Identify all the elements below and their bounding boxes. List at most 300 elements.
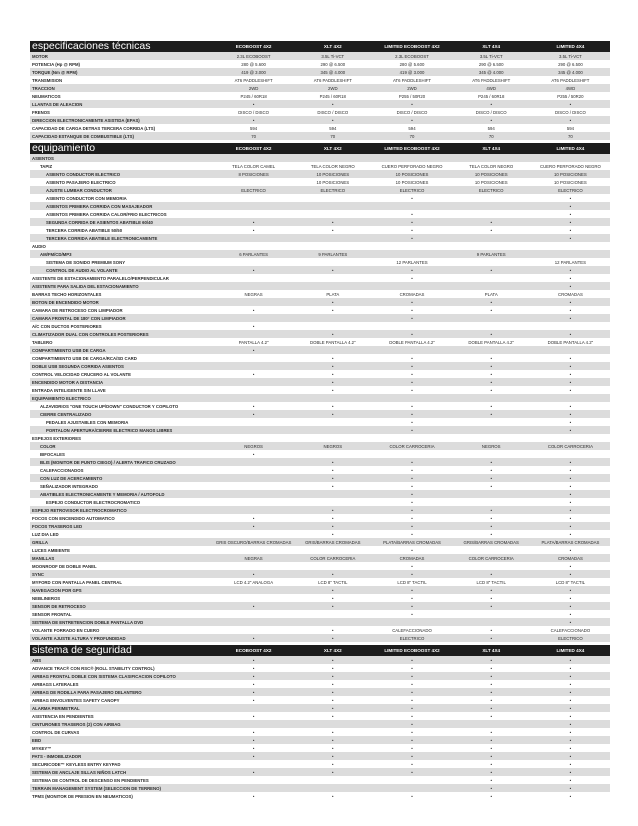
- spec-value: 10 POSICIONES: [474, 179, 508, 185]
- spec-label: CAMARA FRONTAL DE 180° CON LIMPIADOR: [32, 315, 126, 321]
- spec-value: 10 POSICIONES: [395, 179, 429, 185]
- spec-value: 594: [329, 125, 337, 131]
- spec-label: LUCES AMBIENTE: [32, 547, 71, 553]
- spec-value: 2WD: [248, 85, 259, 91]
- spec-value: PLATA: [484, 291, 498, 297]
- spec-row: [30, 768, 610, 776]
- spec-value: •: [569, 689, 572, 695]
- spec-value: •: [332, 475, 334, 481]
- spec-value: •: [569, 331, 572, 337]
- spec-value: CROMADAS: [399, 291, 425, 297]
- spec-value: •: [490, 379, 492, 385]
- column-header: XLT 4X4: [482, 146, 501, 151]
- spec-row: [30, 218, 610, 226]
- spec-value: P255 / 50R20: [398, 93, 426, 99]
- spec-value: •: [411, 491, 413, 497]
- spec-value: •: [411, 737, 413, 743]
- spec-row: [30, 162, 610, 170]
- spec-value: •: [332, 587, 334, 593]
- spec-value: •: [490, 307, 492, 313]
- spec-value: DISCO / DISCO: [396, 109, 428, 115]
- spec-value: 8 POSICIONES: [238, 171, 269, 177]
- spec-value: •: [332, 379, 334, 385]
- spec-row: [30, 354, 610, 362]
- spec-label: COMPARTIMIENTO USB DE CARGA: [32, 347, 106, 353]
- spec-value: •: [569, 753, 572, 759]
- column-header: XLT 4X2: [323, 44, 342, 49]
- spec-value: •: [569, 387, 572, 393]
- spec-value: •: [490, 515, 492, 521]
- spec-row: [30, 506, 610, 514]
- spec-value: •: [411, 299, 413, 305]
- spec-label: SISTEMA DE ENTRETENCION DOBLE PANTALLA DVD: [32, 619, 144, 625]
- spec-value: 280 @ 5.600: [241, 61, 266, 67]
- spec-value: •: [569, 235, 572, 241]
- spec-label: TRACCION: [32, 85, 55, 91]
- spec-value: ELECTRICO: [320, 187, 346, 193]
- spec-label: FOCOS TRASEROS LED: [32, 523, 83, 529]
- spec-row: [30, 60, 610, 68]
- spec-value: ELECTRICO: [558, 187, 583, 193]
- spec-value: •: [252, 737, 255, 743]
- spec-value: •: [411, 603, 413, 609]
- spec-value: •: [411, 793, 413, 799]
- spec-row: [30, 602, 610, 610]
- spec-value: •: [332, 571, 334, 577]
- spec-label: COMPARTIMIENTO USB DE CARGA/RCA/SD CARD: [32, 355, 137, 361]
- spec-value: •: [569, 619, 572, 625]
- spec-value: •: [411, 595, 413, 601]
- spec-value: •: [569, 793, 572, 799]
- spec-value: PLATA/BARRAS CROMADAS: [383, 539, 441, 545]
- spec-value: •: [252, 347, 255, 353]
- spec-value: 10 POSICIONES: [554, 179, 587, 185]
- column-header: XLT 4X4: [482, 648, 501, 653]
- spec-value: •: [332, 665, 334, 671]
- spec-value: •: [252, 673, 255, 679]
- spec-row: [30, 124, 610, 132]
- spec-value: NEGROS: [481, 443, 501, 449]
- spec-row: [30, 776, 610, 784]
- spec-value: •: [411, 697, 413, 703]
- spec-row: [30, 554, 610, 562]
- spec-value: 345 @ 4.000: [558, 69, 583, 75]
- spec-label: ABATIBLES ELECTRONICAMENTE Y MEMORIA / AUTOFOLD: [40, 491, 165, 497]
- spec-value: •: [569, 761, 572, 767]
- spec-row: [30, 578, 610, 586]
- spec-label: AIRBAG FRONTAL DOBLE CON SISTEMA CLASIFICACION COPILOTO: [32, 673, 176, 679]
- spec-value: •: [490, 371, 492, 377]
- spec-value: AT6 PADDLESHIFT: [551, 77, 590, 83]
- spec-value: •: [569, 211, 572, 217]
- spec-value: •: [490, 483, 492, 489]
- spec-label: POTENCIA (Hp @ RPM): [32, 61, 80, 67]
- spec-row: [30, 442, 610, 450]
- spec-row: [30, 274, 610, 282]
- spec-value: CROMADAS: [399, 555, 425, 561]
- spec-value: •: [332, 219, 334, 225]
- spec-label: DOBLE USB SEGUNDA CORRIDA ASIENTOS: [32, 363, 124, 369]
- spec-row: [30, 586, 610, 594]
- spec-value: NEGROS: [323, 443, 343, 449]
- spec-value: •: [411, 211, 413, 217]
- spec-row: [30, 250, 610, 258]
- spec-value: •: [332, 761, 334, 767]
- spec-value: •: [411, 665, 413, 671]
- spec-value: •: [252, 411, 255, 417]
- spec-value: •: [332, 331, 334, 337]
- spec-row: [30, 618, 610, 626]
- spec-value: •: [332, 603, 334, 609]
- spec-label: CAPACIDAD ESTANQUE DE COMBUSTIBLE (LTS): [32, 133, 134, 139]
- spec-value: •: [332, 227, 334, 233]
- spec-value: 290 @ 6.500: [320, 61, 346, 67]
- spec-row: [30, 402, 610, 410]
- spec-label: ESPEJO RETROVISOR ELECTROCROMATICO: [32, 507, 127, 513]
- spec-label: BARRAS TECHO HORIZONTALES: [32, 291, 102, 297]
- spec-row: [30, 546, 610, 554]
- spec-label: SISTEMA DE CONTROL DE DESCENSO EN PENDIENTES: [32, 777, 149, 783]
- spec-value: •: [332, 793, 334, 799]
- spec-value: •: [569, 745, 572, 751]
- spec-value: DISCO / DISCO: [317, 109, 349, 115]
- spec-label: CONTROL DE AUDIO AL VOLANTE: [46, 267, 118, 273]
- spec-value: •: [569, 459, 572, 465]
- spec-value: •: [569, 595, 572, 601]
- spec-value: •: [569, 729, 572, 735]
- spec-label: CIERRE CENTRALIZADO: [40, 411, 92, 417]
- spec-value: PANTALLA 4.2": [238, 339, 269, 345]
- spec-value: DOBLE PANTALLA 4.2": [468, 339, 514, 345]
- spec-value: 70: [251, 133, 256, 139]
- spec-value: •: [569, 307, 572, 313]
- spec-label: ALARMA PERIMETRAL: [32, 705, 80, 711]
- spec-value: •: [569, 499, 572, 505]
- spec-value: •: [411, 379, 413, 385]
- spec-value: LCD 8" TACTIL: [318, 579, 348, 585]
- spec-value: •: [490, 387, 492, 393]
- spec-value: •: [411, 459, 413, 465]
- spec-value: •: [490, 467, 492, 473]
- spec-value: •: [332, 697, 334, 703]
- column-header: LIMITED 4X4: [556, 44, 585, 49]
- spec-value: •: [490, 571, 492, 577]
- spec-row: [30, 792, 610, 800]
- spec-value: •: [411, 673, 413, 679]
- spec-value: •: [569, 363, 572, 369]
- spec-value: •: [569, 547, 572, 553]
- spec-value: •: [411, 117, 413, 123]
- spec-label: AIRBAG ENVOLVENTES SAFETY CANOPY: [32, 697, 120, 703]
- spec-value: •: [490, 531, 492, 537]
- spec-label: MANILLAS: [32, 555, 55, 561]
- spec-row: [30, 202, 610, 210]
- spec-value: •: [411, 531, 413, 537]
- spec-value: •: [569, 713, 572, 719]
- spec-value: •: [332, 387, 334, 393]
- spec-value: •: [569, 419, 572, 425]
- spec-value: •: [490, 689, 492, 695]
- spec-row: [30, 322, 610, 330]
- spec-label: ADVANCE TRAC® CON RSC® (ROLL STABILITY CONTROL): [32, 665, 155, 671]
- spec-row: [30, 84, 610, 92]
- spec-value: COLOR CARROCERIA: [389, 443, 435, 449]
- spec-value: •: [490, 665, 492, 671]
- spec-value: •: [411, 499, 413, 505]
- spec-value: •: [332, 705, 334, 711]
- column-header: LIMITED ECOBOOST 4X2: [384, 146, 440, 151]
- spec-value: •: [569, 203, 572, 209]
- spec-value: 4WD: [486, 85, 496, 91]
- spec-value: •: [490, 793, 492, 799]
- spec-value: CALEFACCIONADO: [550, 627, 591, 633]
- spec-value: •: [411, 403, 413, 409]
- spec-label: TPMS (MONITOR DE PRESION EN NEUMATICOS): [32, 793, 133, 799]
- spec-value: •: [411, 467, 413, 473]
- spec-row: [30, 522, 610, 530]
- spec-value: •: [411, 275, 413, 281]
- spec-value: •: [411, 713, 413, 719]
- spec-value: 10 POSICIONES: [554, 171, 587, 177]
- spec-value: •: [332, 729, 334, 735]
- spec-label: SECURICODE™ KEYLESS ENTRY KEYPAD: [32, 761, 121, 767]
- spec-row: [30, 132, 610, 140]
- spec-label: AIRBAG DE RODILLA PARA PASAJERO DELANTERO: [32, 689, 142, 695]
- spec-value: 3.5L Ti-VCT: [559, 53, 582, 59]
- spec-value: •: [332, 745, 334, 751]
- spec-row: [30, 418, 610, 426]
- spec-row: [30, 258, 610, 266]
- spec-value: 2WD: [407, 85, 417, 91]
- spec-value: •: [569, 657, 572, 663]
- column-header: XLT 4X2: [323, 648, 342, 653]
- spec-value: •: [332, 515, 334, 521]
- spec-value: 10 POSICIONES: [316, 171, 350, 177]
- spec-label: TRANSMISION: [32, 77, 63, 83]
- spec-label: TERRAIN MANAGEMENT SYSTEM (SELECCION DE TERRENO): [32, 785, 161, 791]
- spec-value: •: [569, 227, 572, 233]
- spec-value: •: [332, 595, 334, 601]
- spec-value: •: [411, 571, 413, 577]
- spec-value: •: [252, 657, 255, 663]
- spec-value: •: [569, 721, 572, 727]
- spec-value: •: [411, 483, 413, 489]
- spec-label: A/C CON DUCTOS POSTERIORES: [32, 323, 102, 329]
- spec-value: •: [569, 785, 572, 791]
- spec-value: •: [569, 483, 572, 489]
- spec-value: •: [332, 411, 334, 417]
- spec-value: •: [490, 761, 492, 767]
- spec-value: •: [332, 299, 334, 305]
- column-header: LIMITED ECOBOOST 4X2: [384, 44, 440, 49]
- spec-row: [30, 594, 610, 602]
- spec-value: •: [569, 219, 572, 225]
- spec-row: [30, 664, 610, 672]
- spec-value: •: [490, 681, 492, 687]
- spec-value: •: [411, 371, 413, 377]
- spec-value: •: [252, 323, 255, 329]
- spec-row: [30, 784, 610, 792]
- spec-value: •: [569, 563, 572, 569]
- spec-row: [30, 466, 610, 474]
- spec-row: [30, 242, 610, 250]
- spec-row: [30, 570, 610, 578]
- spec-value: DOBLE PANTALLA 4.2": [310, 339, 356, 345]
- spec-value: •: [569, 769, 572, 775]
- spec-value: •: [569, 195, 572, 201]
- spec-label: DIRECCION ELECTRONICAMENTE ASISTIDA (EPAS): [32, 117, 140, 123]
- spec-label: ASISTENTE DE ESTACIONAMIENTO PARALELO/PERPENDICULAR: [32, 275, 169, 281]
- spec-value: 290 @ 6.500: [558, 61, 583, 67]
- spec-value: •: [490, 635, 492, 641]
- spec-label: NEBLINEROS: [32, 595, 61, 601]
- spec-value: COLOR CARROCERIA: [310, 555, 356, 561]
- spec-value: NEGROS: [244, 443, 263, 449]
- spec-label: SISTEMA DE SONIDO PREMIUM SONY: [46, 259, 126, 265]
- column-header: ECOBOOST 4X2: [235, 648, 272, 653]
- spec-value: 345 @ 4.000: [320, 69, 346, 75]
- spec-sheet: [30, 41, 610, 800]
- spec-value: •: [569, 603, 572, 609]
- spec-row: [30, 696, 610, 704]
- spec-value: •: [569, 101, 572, 107]
- spec-row: [30, 186, 610, 194]
- column-header: LIMITED 4X4: [556, 146, 585, 151]
- spec-label: TORQUE (Nm @ RPM): [32, 69, 78, 75]
- spec-label: MYKEY™: [32, 745, 52, 751]
- spec-value: •: [490, 219, 492, 225]
- spec-value: •: [490, 737, 492, 743]
- spec-value: •: [490, 227, 492, 233]
- spec-row: [30, 688, 610, 696]
- spec-value: •: [332, 371, 334, 377]
- spec-row: [30, 744, 610, 752]
- spec-value: 10 POSICIONES: [395, 171, 429, 177]
- spec-value: •: [252, 227, 255, 233]
- spec-label: ASIENTO PASAJERO ELECTRICO: [46, 179, 116, 185]
- spec-row: [30, 226, 610, 234]
- spec-row: [30, 298, 610, 306]
- spec-value: •: [569, 355, 572, 361]
- spec-value: •: [569, 571, 572, 577]
- spec-value: •: [332, 737, 334, 743]
- spec-value: •: [252, 403, 255, 409]
- spec-row: [30, 282, 610, 290]
- spec-value: 2.3L ECOBOOST: [395, 53, 429, 59]
- spec-value: GRIS OSCURO/BARRAS CROMADAS: [215, 539, 292, 545]
- spec-value: ELECTRICO: [241, 187, 266, 193]
- spec-row: [30, 680, 610, 688]
- spec-value: •: [490, 267, 492, 273]
- spec-value: •: [411, 267, 413, 273]
- section-header: [30, 645, 610, 656]
- spec-value: •: [490, 603, 492, 609]
- section-title: sistema de seguridad: [32, 645, 132, 656]
- spec-value: •: [411, 411, 413, 417]
- spec-value: •: [411, 745, 413, 751]
- spec-label: MYFORD CON PANTALLA PANEL CENTRAL: [32, 579, 122, 585]
- spec-value: •: [332, 483, 334, 489]
- spec-value: •: [569, 491, 572, 497]
- spec-label: AIRBAGS LATERALES: [32, 681, 79, 687]
- spec-value: •: [490, 627, 492, 633]
- spec-row: [30, 290, 610, 298]
- spec-value: •: [332, 753, 334, 759]
- spec-value: DISCO / DISCO: [555, 109, 586, 115]
- column-header: ECOBOOST 4X2: [235, 146, 272, 151]
- spec-value: •: [252, 793, 255, 799]
- spec-label: CINTURONES TRASEROS (2) CON AIRBAG: [32, 721, 121, 727]
- spec-row: [30, 760, 610, 768]
- spec-label: VOLANTE FORRADO EN CUERO: [32, 627, 100, 633]
- spec-label: PORTALON APERTURA/CIERRE ELECTRICO MANOS LIBRES: [46, 427, 173, 433]
- spec-value: •: [490, 459, 492, 465]
- spec-value: •: [490, 697, 492, 703]
- spec-value: 594: [566, 125, 574, 131]
- spec-value: •: [490, 523, 492, 529]
- spec-label: CLIMATIZADOR DUAL CON CONTROLES POSTERIORES: [32, 331, 149, 337]
- spec-value: •: [411, 427, 413, 433]
- spec-value: •: [411, 563, 413, 569]
- spec-row: [30, 194, 610, 202]
- spec-value: •: [252, 745, 255, 751]
- spec-label: AUDIO: [32, 243, 46, 249]
- spec-value: •: [411, 355, 413, 361]
- spec-value: •: [252, 571, 255, 577]
- section-header: [30, 143, 610, 154]
- spec-label: SEGUNDA CORRIDA DE ASIENTOS ABATIBLE 60/40: [46, 219, 153, 225]
- spec-value: •: [490, 403, 492, 409]
- spec-value: COLOR CARROCERIA: [468, 555, 514, 561]
- spec-value: AT6 PADDLESHIFT: [392, 77, 432, 83]
- spec-value: •: [252, 681, 255, 687]
- spec-value: ELECTRICO: [478, 187, 504, 193]
- spec-value: •: [411, 523, 413, 529]
- spec-label: SEÑALIZADOR INTEGRADO: [40, 483, 99, 489]
- spec-label: PEDALES AJUSTABLES CON MEMORIA: [46, 419, 129, 425]
- spec-value: •: [252, 753, 255, 759]
- spec-value: •: [252, 689, 255, 695]
- spec-value: •: [332, 635, 334, 641]
- section-title: especificaciones técnicas: [32, 41, 151, 52]
- spec-label: BIFOCALES: [40, 451, 65, 457]
- spec-row: [30, 410, 610, 418]
- spec-value: •: [411, 227, 413, 233]
- spec-value: 594: [487, 125, 495, 131]
- spec-row: [30, 458, 610, 466]
- spec-label: FOCOS CON ENCENDIDO AUTOMATICO: [32, 515, 115, 521]
- spec-value: •: [332, 363, 334, 369]
- spec-row: [30, 370, 610, 378]
- spec-label: SENSOR FRONTAL: [32, 611, 72, 617]
- spec-value: 10 POSICIONES: [316, 179, 350, 185]
- spec-value: •: [411, 195, 413, 201]
- spec-value: •: [569, 117, 572, 123]
- spec-label: TERCERA CORRIDA ABATIBLE ELECTRONICAMENTE: [46, 235, 158, 241]
- spec-row: [30, 362, 610, 370]
- spec-label: ASISTENCIA EN PENDIENTES: [32, 713, 94, 719]
- spec-value: •: [490, 753, 492, 759]
- spec-label: CON LUZ DE ACERCAMIENTO: [40, 475, 103, 481]
- spec-label: CONTROL VELOCIDAD CRUCERO AL VOLANTE: [32, 371, 131, 377]
- spec-row: [30, 482, 610, 490]
- spec-value: •: [411, 611, 413, 617]
- spec-value: •: [332, 657, 334, 663]
- spec-label: EQUIPAMIENTO ELECTRICO: [32, 395, 91, 401]
- spec-row: [30, 538, 610, 546]
- spec-value: LCD 8" TACTIL: [555, 579, 586, 585]
- spec-value: •: [411, 681, 413, 687]
